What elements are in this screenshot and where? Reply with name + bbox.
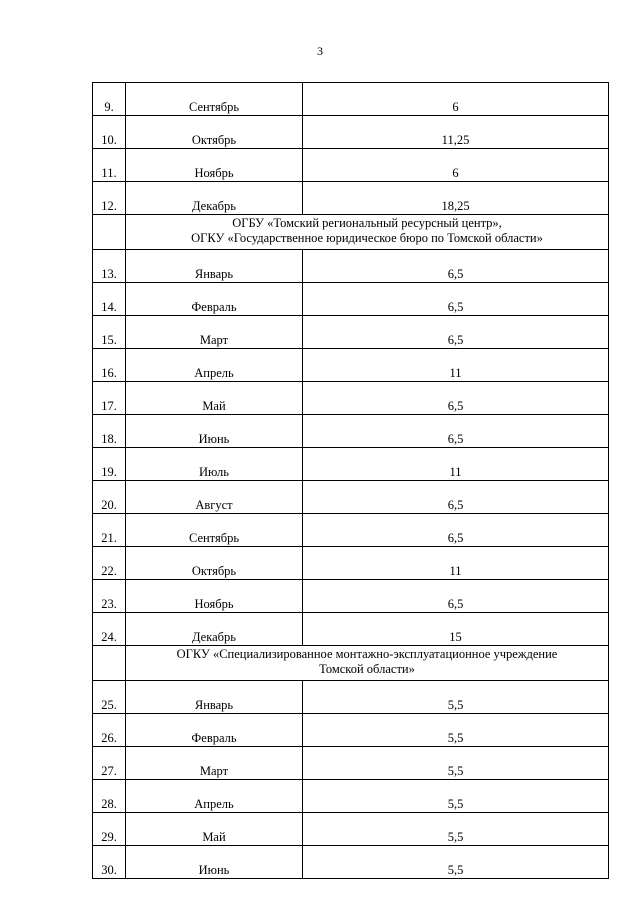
row-value: 11 xyxy=(303,448,609,481)
row-number: 9. xyxy=(93,83,126,116)
row-month: Март xyxy=(126,316,303,349)
table-row xyxy=(93,182,609,215)
row-value: 5,5 xyxy=(303,747,609,780)
row-month: Ноябрь xyxy=(126,149,303,182)
table-row xyxy=(93,149,609,182)
row-value: 6,5 xyxy=(303,514,609,547)
row-month: Октябрь xyxy=(126,116,303,149)
row-month: Январь xyxy=(126,250,303,283)
row-number: 13. xyxy=(93,250,126,283)
table-row xyxy=(93,382,609,415)
row-number: 11. xyxy=(93,149,126,182)
row-value: 5,5 xyxy=(303,681,609,714)
table-row xyxy=(93,714,609,747)
section-title-line: ОГКУ «Специализированное монтажно-эксплуатационное учреждение xyxy=(176,647,558,661)
table-row xyxy=(93,846,609,879)
row-value: 11,25 xyxy=(303,116,609,149)
row-number: 23. xyxy=(93,580,126,613)
table-row xyxy=(93,780,609,813)
row-month: Май xyxy=(126,382,303,415)
row-value: 11 xyxy=(303,547,609,580)
row-number: 30. xyxy=(93,846,126,879)
row-month: Декабрь xyxy=(126,182,303,215)
section-title-line: Томской области» xyxy=(319,662,415,676)
row-month: Июнь xyxy=(126,846,303,879)
row-value: 5,5 xyxy=(303,780,609,813)
row-number: 22. xyxy=(93,547,126,580)
row-month: Июль xyxy=(126,448,303,481)
row-month: Декабрь xyxy=(126,613,303,646)
table-row xyxy=(93,681,609,714)
row-value: 15 xyxy=(303,613,609,646)
row-value: 11 xyxy=(303,349,609,382)
row-value: 6 xyxy=(303,149,609,182)
row-value: 18,25 xyxy=(303,182,609,215)
row-number: 14. xyxy=(93,283,126,316)
section-empty-cell xyxy=(93,646,126,681)
row-month: Июнь xyxy=(126,415,303,448)
row-number: 25. xyxy=(93,681,126,714)
table-row xyxy=(93,448,609,481)
row-number: 28. xyxy=(93,780,126,813)
table-row xyxy=(93,747,609,780)
table-row xyxy=(93,250,609,283)
row-month: Октябрь xyxy=(126,547,303,580)
table-row xyxy=(93,481,609,514)
row-month: Январь xyxy=(126,681,303,714)
row-value: 6,5 xyxy=(303,283,609,316)
row-value: 6,5 xyxy=(303,382,609,415)
row-value: 6 xyxy=(303,83,609,116)
row-month: Февраль xyxy=(126,283,303,316)
row-number: 15. xyxy=(93,316,126,349)
row-number: 16. xyxy=(93,349,126,382)
table-row xyxy=(93,415,609,448)
row-month: Сентябрь xyxy=(126,514,303,547)
table-row xyxy=(93,283,609,316)
row-month: Ноябрь xyxy=(126,580,303,613)
section-header-row xyxy=(93,215,609,250)
section-header-row xyxy=(93,646,609,681)
row-month: Апрель xyxy=(126,780,303,813)
row-value: 6,5 xyxy=(303,481,609,514)
table-row xyxy=(93,813,609,846)
table-row xyxy=(93,83,609,116)
row-value: 6,5 xyxy=(303,580,609,613)
schedule-table-body xyxy=(93,83,609,879)
table-row xyxy=(93,580,609,613)
row-month: Апрель xyxy=(126,349,303,382)
page-number: 3 xyxy=(317,44,323,58)
row-value: 6,5 xyxy=(303,415,609,448)
row-month: Сентябрь xyxy=(126,83,303,116)
row-value: 6,5 xyxy=(303,316,609,349)
section-title-line: ОГБУ «Томский региональный ресурсный центр», xyxy=(232,216,502,230)
section-empty-cell xyxy=(93,215,126,250)
row-month: Май xyxy=(126,813,303,846)
row-number: 29. xyxy=(93,813,126,846)
row-number: 18. xyxy=(93,415,126,448)
row-month: Август xyxy=(126,481,303,514)
row-number: 17. xyxy=(93,382,126,415)
row-value: 5,5 xyxy=(303,846,609,879)
row-number: 19. xyxy=(93,448,126,481)
table-row xyxy=(93,116,609,149)
section-title-line: ОГКУ «Государственное юридическое бюро по Томской области» xyxy=(191,231,543,245)
row-number: 26. xyxy=(93,714,126,747)
schedule-table xyxy=(92,82,609,879)
row-month: Март xyxy=(126,747,303,780)
row-month: Февраль xyxy=(126,714,303,747)
row-value: 5,5 xyxy=(303,813,609,846)
row-number: 21. xyxy=(93,514,126,547)
table-row xyxy=(93,613,609,646)
table-row xyxy=(93,514,609,547)
row-number: 24. xyxy=(93,613,126,646)
section-title xyxy=(126,646,609,681)
table-row xyxy=(93,349,609,382)
section-title xyxy=(126,215,609,250)
row-number: 20. xyxy=(93,481,126,514)
row-number: 10. xyxy=(93,116,126,149)
row-number: 27. xyxy=(93,747,126,780)
row-value: 5,5 xyxy=(303,714,609,747)
table-row xyxy=(93,316,609,349)
row-number: 12. xyxy=(93,182,126,215)
row-value: 6,5 xyxy=(303,250,609,283)
table-row xyxy=(93,547,609,580)
